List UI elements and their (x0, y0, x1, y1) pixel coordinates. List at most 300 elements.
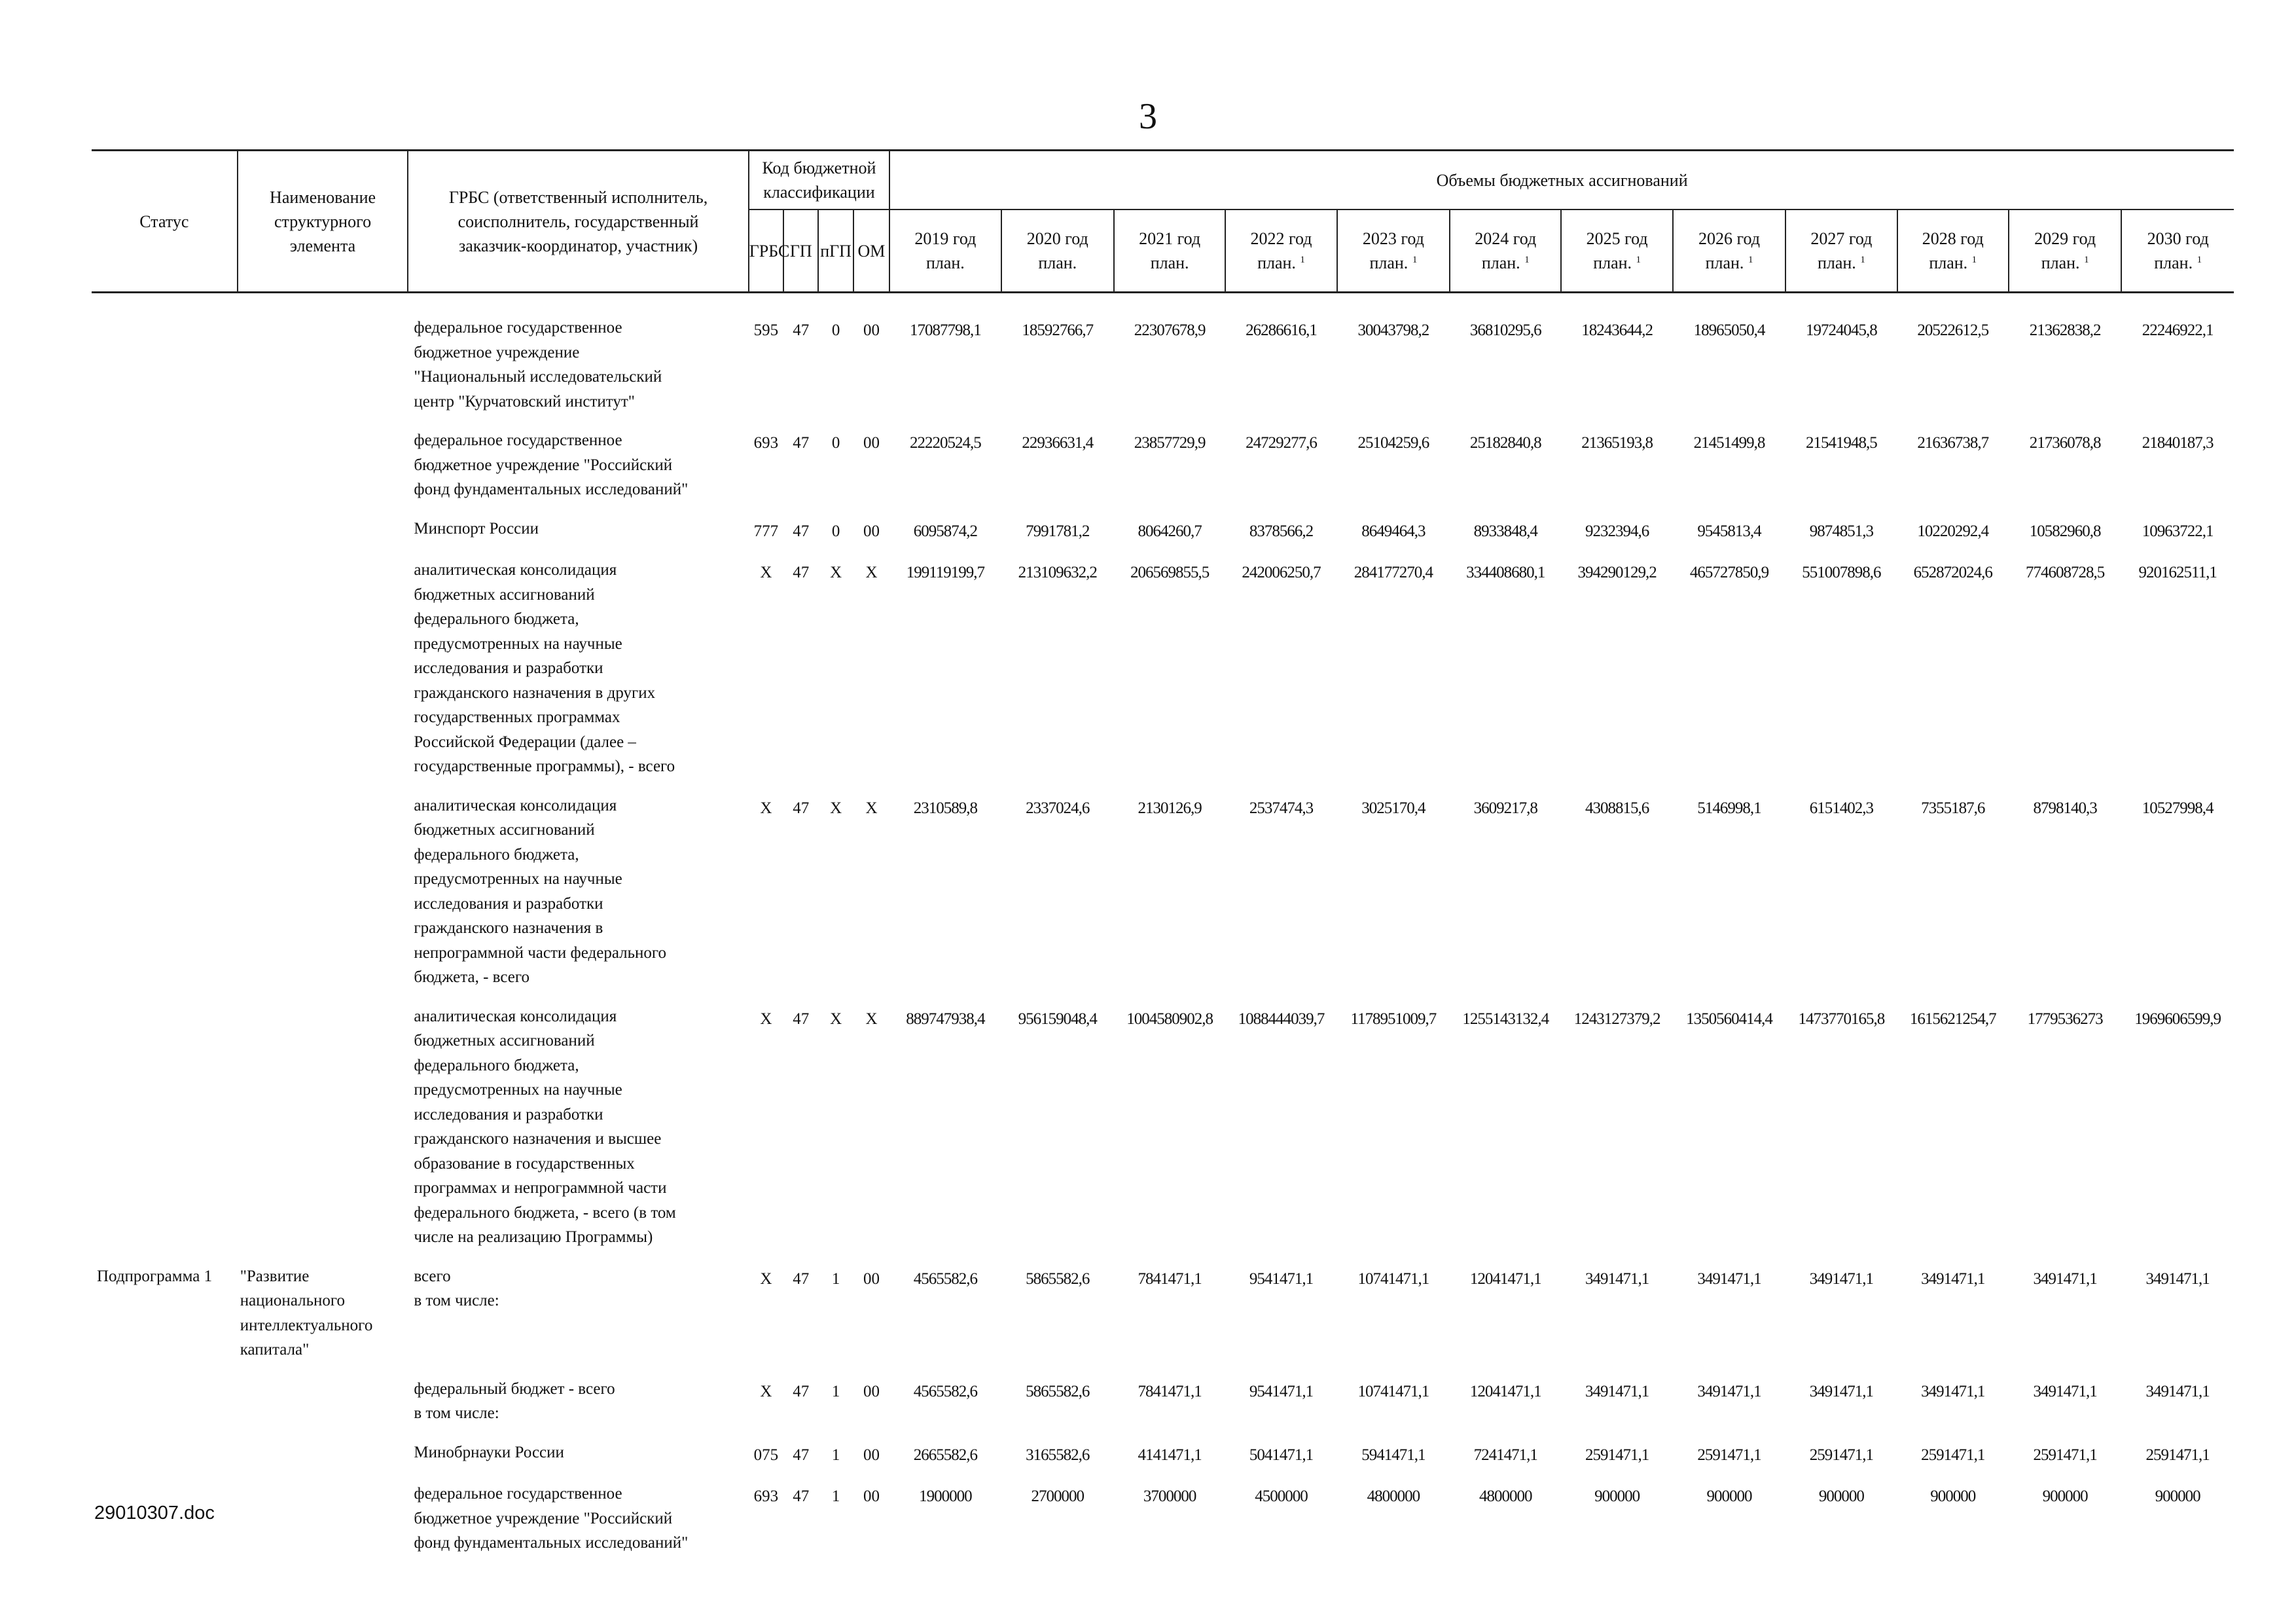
header-plan-text: план. (1705, 253, 1744, 272)
header-structural-element-line: Наименование (270, 187, 376, 207)
grbs-line: числе на реализацию Программы) (414, 1228, 653, 1246)
allocation-value-cell: 10582960,8 (2029, 522, 2101, 540)
header-structural-element-line: элемента (289, 236, 356, 255)
grbs-line: бюджетное учреждение (414, 343, 580, 361)
allocation-value-cell: 1243127379,2 (1573, 1010, 1660, 1028)
header-year-label: 2030 год (2147, 229, 2209, 248)
header-year-col (1561, 210, 1672, 293)
allocation-value-cell: 2337024,6 (1026, 799, 1090, 817)
budget-code-cell: 47 (793, 1010, 810, 1028)
header-plan-text: план. (1038, 253, 1077, 272)
allocation-value-cell: 1969606599,9 (2134, 1010, 2221, 1028)
allocation-value-cell: 3700000 (1143, 1487, 1196, 1505)
allocation-value-cell: 24729277,6 (1246, 434, 1317, 452)
allocation-value-cell: 9232394,6 (1585, 522, 1649, 540)
grbs-line: бюджетных ассигнований (414, 585, 595, 604)
status-cell (92, 293, 238, 426)
grbs-line: "Национальный исследовательский (414, 368, 662, 386)
header-plan-label (890, 251, 1000, 275)
budget-code-cell: 1 (831, 1269, 840, 1288)
allocation-value-cell: 3609217,8 (1473, 799, 1537, 817)
allocation-value-cell: 2591471,1 (1585, 1446, 1649, 1464)
header-year-label: 2022 год (1250, 229, 1312, 248)
footnote-marker: 1 (2084, 255, 2089, 265)
allocation-value-cell: 900000 (1818, 1487, 1864, 1505)
grbs-line: Минспорт России (414, 519, 539, 538)
budget-code-cell: 00 (863, 434, 880, 452)
budget-code-cell: 1 (831, 1487, 840, 1505)
allocation-value-cell: 9541471,1 (1249, 1382, 1314, 1400)
allocation-value-cell: 465727850,9 (1689, 564, 1769, 581)
allocation-value-cell: 206569855,5 (1130, 564, 1210, 581)
budget-code-cell: 595 (753, 321, 779, 339)
allocation-value-cell: 652872024,6 (1913, 564, 1992, 581)
allocation-value-cell: 4565582,6 (913, 1382, 977, 1400)
allocation-value-cell: 3491471,1 (1921, 1269, 1985, 1288)
grbs-line: федеральное государственное (414, 1485, 622, 1503)
structural-element-cell (238, 1438, 408, 1480)
allocation-value-cell: 3491471,1 (1809, 1382, 1874, 1400)
grbs-line: бюджетных ассигнований (414, 821, 595, 839)
header-budget-code-line: классификации (763, 183, 875, 202)
allocation-value-cell: 3491471,1 (1697, 1269, 1761, 1288)
header-status: Статус (92, 151, 238, 293)
allocation-value-cell: 3491471,1 (1585, 1382, 1649, 1400)
budget-code-cell: 0 (831, 522, 840, 540)
header-year-col (1337, 210, 1450, 293)
header-plan-label (2122, 251, 2234, 275)
allocation-value-cell: 22220524,5 (910, 434, 981, 452)
allocation-value-cell: 9874851,3 (1809, 522, 1874, 540)
budget-code-cell: 0 (831, 434, 840, 452)
grbs-line: фонд фундаментальных исследований" (414, 481, 689, 498)
allocation-value-cell: 8933848,4 (1473, 522, 1537, 540)
allocation-value-cell: 3491471,1 (1921, 1382, 1985, 1400)
budget-code-cell: X (760, 1382, 772, 1400)
grbs-line: федерального бюджета, (414, 610, 579, 628)
allocation-value-cell: 25104259,6 (1357, 434, 1429, 452)
header-code-col: ГРБС (749, 210, 783, 293)
budget-code-cell: 1 (831, 1382, 840, 1400)
allocation-value-cell: 8798140,3 (2033, 799, 2097, 817)
header-volumes: Объемы бюджетных ассигнований (889, 151, 2234, 210)
header-plan-label (1338, 251, 1449, 275)
allocation-value-cell: 19724045,8 (1806, 321, 1877, 339)
grbs-line: гражданского назначения в (414, 919, 603, 937)
header-year-label: 2021 год (1139, 229, 1201, 248)
grbs-line: федерального бюджета, - всего (в том (414, 1203, 676, 1222)
allocation-value-cell: 4800000 (1367, 1487, 1420, 1505)
footnote-marker: 1 (1971, 255, 1977, 265)
header-plan-text: план. (1593, 253, 1632, 272)
budget-code-cell: 47 (793, 434, 810, 452)
structural-element-cell (238, 1002, 408, 1262)
allocation-value-cell: 21636738,7 (1917, 434, 1989, 452)
allocation-value-cell: 21541948,5 (1806, 434, 1877, 452)
allocation-value-cell: 2665582,6 (913, 1446, 977, 1464)
status-cell (92, 426, 238, 514)
allocation-value-cell: 18965050,4 (1693, 321, 1765, 339)
status-cell (92, 514, 238, 556)
allocation-value-cell: 2591471,1 (1809, 1446, 1874, 1464)
budget-code-cell: 693 (753, 1487, 779, 1505)
allocation-value-cell: 18592766,7 (1022, 321, 1094, 339)
allocation-value-cell: 3025170,4 (1361, 799, 1426, 817)
header-grbs (408, 151, 748, 293)
allocation-value-cell: 213109632,2 (1018, 564, 1097, 581)
header-year-label: 2028 год (1922, 229, 1984, 248)
status-cell: Подпрограмма 1 (97, 1267, 213, 1285)
header-plan-text: план. (1817, 253, 1856, 272)
header-grbs-line: заказчик-координатор, участник) (458, 236, 698, 255)
header-year-label: 2029 год (2034, 229, 2096, 248)
allocation-value-cell: 242006250,7 (1242, 564, 1321, 581)
allocation-value-cell: 3491471,1 (2145, 1382, 2210, 1400)
allocation-value-cell: 36810295,6 (1469, 321, 1541, 339)
footnote-marker: 1 (1636, 255, 1641, 265)
budget-code-cell: 693 (753, 434, 779, 452)
header-year-col (1897, 210, 2009, 293)
allocation-value-cell: 900000 (2155, 1487, 2200, 1505)
grbs-line: федеральный бюджет - всего (414, 1379, 615, 1398)
grbs-line: бюджета, - всего (414, 968, 529, 986)
table-row (92, 426, 2234, 514)
structural-element-line: интеллектуального (240, 1316, 373, 1334)
structural-element-cell (238, 555, 408, 791)
budget-code-cell: 47 (793, 1269, 810, 1288)
footnote-marker: 1 (1524, 255, 1530, 265)
allocation-value-cell: 4141471,1 (1138, 1446, 1202, 1464)
allocation-value-cell: 17087798,1 (910, 321, 981, 339)
header-plan-text: план. (1929, 253, 1968, 272)
structural-element-line: "Развитие (240, 1267, 310, 1285)
header-plan-label (1226, 251, 1336, 275)
grbs-line: всего (414, 1267, 451, 1285)
allocation-value-cell: 900000 (1930, 1487, 1976, 1505)
table-row (92, 1479, 2234, 1567)
allocation-value-cell: 8378566,2 (1249, 522, 1314, 540)
allocation-value-cell: 12041471,1 (1469, 1269, 1541, 1288)
header-grbs-line: соисполнитель, государственный (457, 211, 699, 231)
header-plan-label (1450, 251, 1560, 275)
header-year-label: 2019 год (914, 229, 977, 248)
budget-code-cell: 00 (863, 1487, 880, 1505)
allocation-value-cell: 30043798,2 (1357, 321, 1429, 339)
table-row (92, 1374, 2234, 1438)
budget-code-cell: 00 (863, 522, 880, 540)
allocation-value-cell: 7841471,1 (1138, 1269, 1202, 1288)
grbs-line: исследования и разработки (414, 894, 603, 913)
allocation-value-cell: 2537474,3 (1249, 799, 1314, 817)
allocation-value-cell: 10963722,1 (2142, 522, 2214, 540)
budget-code-cell: 47 (793, 1446, 810, 1464)
header-plan-text: план. (1481, 253, 1520, 272)
allocation-value-cell: 10741471,1 (1357, 1382, 1429, 1400)
allocation-value-cell: 22246922,1 (2142, 321, 2214, 339)
allocation-value-cell: 4500000 (1255, 1487, 1308, 1505)
grbs-line: бюджетное учреждение "Российский (414, 1509, 673, 1527)
allocation-value-cell: 900000 (1594, 1487, 1640, 1505)
allocation-value-cell: 956159048,4 (1018, 1010, 1097, 1028)
grbs-line: фонд фундаментальных исследований" (414, 1534, 689, 1552)
header-plan-label (2009, 251, 2121, 275)
header-year-label: 2026 год (1698, 229, 1761, 248)
allocation-value-cell: 920162511,1 (2138, 564, 2217, 581)
header-year-col (1785, 210, 1897, 293)
budget-code-cell: 47 (793, 1382, 810, 1400)
header-plan-label (1674, 251, 1785, 275)
allocation-value-cell: 7355187,6 (1921, 799, 1985, 817)
grbs-line: Российской Федерации (далее – (414, 733, 636, 751)
allocation-value-cell: 7991781,2 (1026, 522, 1090, 540)
structural-element-cell (238, 514, 408, 556)
grbs-line: гражданского назначения в других (414, 684, 656, 702)
header-plan-label (1115, 251, 1225, 275)
status-cell (92, 1374, 238, 1438)
budget-code-cell: X (760, 564, 772, 581)
header-year-col (1673, 210, 1785, 293)
footnote-marker: 1 (1412, 255, 1418, 265)
status-cell (92, 1002, 238, 1262)
header-year-label: 2025 год (1586, 229, 1648, 248)
allocation-value-cell: 21736078,8 (2029, 434, 2101, 452)
status-cell (92, 1438, 238, 1480)
structural-element-cell (238, 791, 408, 1002)
grbs-line: федерального бюджета, (414, 1056, 579, 1074)
allocation-value-cell: 2700000 (1031, 1487, 1085, 1505)
allocation-value-cell: 1615621254,7 (1909, 1010, 1996, 1028)
table-row (92, 555, 2234, 791)
grbs-line: в том числе: (414, 1292, 499, 1309)
grbs-line: в том числе: (414, 1404, 499, 1422)
allocation-value-cell: 3491471,1 (1697, 1382, 1761, 1400)
header-year-label: 2023 год (1362, 229, 1424, 248)
budget-code-cell: X (830, 799, 842, 817)
allocation-value-cell: 21451499,8 (1693, 434, 1765, 452)
allocation-value-cell: 2591471,1 (1921, 1446, 1985, 1464)
grbs-cell (408, 791, 748, 1002)
table-header (92, 151, 2234, 293)
budget-code-cell: 1 (831, 1446, 840, 1464)
grbs-line: непрограммной части федерального (414, 943, 667, 962)
grbs-line: аналитическая консолидация (414, 796, 617, 814)
footnote-marker: 1 (2197, 255, 2202, 265)
grbs-line: центр "Курчатовский институт" (414, 392, 635, 410)
allocation-value-cell: 26286616,1 (1246, 321, 1317, 339)
page-number: 3 (1139, 96, 1157, 137)
budget-allocations-table (92, 149, 2234, 1567)
budget-table-container (92, 149, 2234, 1567)
budget-code-cell: 47 (793, 321, 810, 339)
budget-code-cell: 075 (753, 1446, 779, 1464)
allocation-value-cell: 5865582,6 (1026, 1382, 1090, 1400)
structural-element-line: национального (240, 1292, 346, 1309)
grbs-cell (408, 1262, 748, 1374)
allocation-value-cell: 6151402,3 (1809, 799, 1874, 817)
header-code-col: ОМ (853, 210, 889, 293)
allocation-value-cell: 1088444039,7 (1238, 1010, 1325, 1028)
budget-code-cell: X (760, 799, 772, 817)
header-year-col (1450, 210, 1561, 293)
allocation-value-cell: 1350560414,4 (1686, 1010, 1772, 1028)
header-year-col (1001, 210, 1114, 293)
grbs-line: государственные программы), - всего (414, 757, 675, 775)
budget-code-cell: 47 (793, 1487, 810, 1505)
allocation-value-cell: 9545813,4 (1697, 522, 1761, 540)
grbs-cell (408, 426, 748, 514)
allocation-value-cell: 394290129,2 (1577, 564, 1657, 581)
allocation-value-cell: 3491471,1 (1585, 1269, 1649, 1288)
budget-code-cell: 777 (753, 522, 779, 540)
structural-element-cell (238, 1262, 408, 1374)
grbs-line: государственных программах (414, 708, 620, 726)
budget-code-cell: X (865, 799, 878, 817)
header-structural-element (238, 151, 408, 293)
allocation-value-cell: 4565582,6 (913, 1269, 977, 1288)
table-row (92, 514, 2234, 556)
allocation-value-cell: 199119199,7 (906, 564, 985, 581)
header-plan-label (1002, 251, 1113, 275)
header-plan-text: план. (1257, 253, 1296, 272)
allocation-value-cell: 21840187,3 (2142, 434, 2214, 452)
allocation-value-cell: 10741471,1 (1357, 1269, 1429, 1288)
structural-element-line: капитала" (240, 1341, 310, 1359)
table-row (92, 1002, 2234, 1262)
grbs-line: Минобрнауки России (414, 1443, 564, 1461)
grbs-line: исследования и разработки (414, 659, 603, 677)
allocation-value-cell: 1255143132,4 (1462, 1010, 1549, 1028)
header-plan-label (1562, 251, 1672, 275)
allocation-value-cell: 3491471,1 (1809, 1269, 1874, 1288)
allocation-value-cell: 2310589,8 (913, 799, 977, 817)
header-budget-code (749, 151, 890, 210)
file-name-footer: 29010307.doc (94, 1503, 215, 1523)
allocation-value-cell: 284177270,4 (1354, 564, 1433, 581)
allocation-value-cell: 889747938,4 (906, 1010, 985, 1028)
allocation-value-cell: 1900000 (919, 1487, 972, 1505)
header-budget-code-line: Код бюджетной (762, 158, 876, 177)
allocation-value-cell: 3491471,1 (2145, 1269, 2210, 1288)
grbs-line: аналитическая консолидация (414, 561, 617, 579)
allocation-value-cell: 25182840,8 (1469, 434, 1541, 452)
grbs-cell (408, 1479, 748, 1567)
grbs-cell (408, 293, 748, 426)
allocation-value-cell: 900000 (2042, 1487, 2088, 1505)
header-code-col: ГП (783, 210, 818, 293)
grbs-line: образование в государственных (414, 1154, 635, 1173)
allocation-value-cell: 774608728,5 (2026, 564, 2105, 581)
budget-code-cell: X (830, 1010, 842, 1028)
budget-code-cell: X (865, 1010, 878, 1028)
allocation-value-cell: 334408680,1 (1466, 564, 1545, 581)
table-body (92, 293, 2234, 1567)
footnote-marker: 1 (1300, 255, 1305, 265)
grbs-line: программах и непрограммной части (414, 1179, 667, 1197)
allocation-value-cell: 551007898,6 (1802, 564, 1881, 581)
allocation-value-cell: 10220292,4 (1917, 522, 1989, 540)
budget-code-cell: 47 (793, 799, 810, 817)
grbs-line: бюджетное учреждение "Российский (414, 456, 673, 474)
header-plan-text: план. (2041, 253, 2080, 272)
header-year-label: 2024 год (1475, 229, 1537, 248)
grbs-line: бюджетных ассигнований (414, 1032, 595, 1049)
allocation-value-cell: 2591471,1 (2033, 1446, 2097, 1464)
header-year-label: 2027 год (1810, 229, 1873, 248)
budget-code-cell: X (865, 564, 878, 581)
allocation-value-cell: 900000 (1706, 1487, 1752, 1505)
allocation-value-cell: 8064260,7 (1138, 522, 1202, 540)
allocation-value-cell: 9541471,1 (1249, 1269, 1314, 1288)
grbs-line: федерального бюджета, (414, 845, 579, 864)
grbs-cell (408, 1438, 748, 1480)
budget-code-cell: X (760, 1010, 772, 1028)
header-year-col (889, 210, 1001, 293)
allocation-value-cell: 22936631,4 (1022, 434, 1094, 452)
grbs-line: федеральное государственное (414, 319, 622, 337)
header-year-label: 2020 год (1026, 229, 1088, 248)
budget-code-cell: 00 (863, 1446, 880, 1464)
header-structural-element-line: структурного (274, 211, 372, 231)
footnote-marker: 1 (1860, 255, 1865, 265)
allocation-value-cell: 2591471,1 (2145, 1446, 2210, 1464)
budget-code-cell: X (760, 1269, 772, 1288)
allocation-value-cell: 3165582,6 (1026, 1446, 1090, 1464)
allocation-value-cell: 3491471,1 (2033, 1269, 2097, 1288)
allocation-value-cell: 5041471,1 (1249, 1446, 1314, 1464)
grbs-cell (408, 1374, 748, 1438)
budget-code-cell: 00 (863, 1269, 880, 1288)
allocation-value-cell: 1779536273 (2027, 1010, 2103, 1028)
allocation-value-cell: 5865582,6 (1026, 1269, 1090, 1288)
allocation-value-cell: 8649464,3 (1361, 522, 1426, 540)
allocation-value-cell: 3491471,1 (2033, 1382, 2097, 1400)
grbs-cell (408, 514, 748, 556)
table-row (92, 1438, 2234, 1480)
grbs-line: предусмотренных на научные (414, 634, 622, 653)
structural-element-cell (238, 1479, 408, 1567)
grbs-line: федеральное государственное (414, 431, 622, 449)
header-grbs-line: ГРБС (ответственный исполнитель, (448, 187, 708, 207)
header-plan-text: план. (1150, 253, 1189, 272)
header-plan-label (1786, 251, 1896, 275)
allocation-value-cell: 21362838,2 (2029, 321, 2101, 339)
grbs-line: гражданского назначения и высшее (414, 1130, 662, 1148)
header-year-col (1114, 210, 1225, 293)
header-plan-text: план. (1369, 253, 1408, 272)
budget-code-cell: 00 (863, 1382, 880, 1400)
status-cell (92, 791, 238, 1002)
allocation-value-cell: 10527998,4 (2142, 799, 2214, 817)
grbs-line: предусмотренных на научные (414, 1081, 622, 1099)
header-year-col (2009, 210, 2121, 293)
header-code-col: пГП (818, 210, 853, 293)
structural-element-cell (238, 293, 408, 426)
allocation-value-cell: 18243644,2 (1581, 321, 1653, 339)
table-row (92, 791, 2234, 1002)
allocation-value-cell: 12041471,1 (1469, 1382, 1541, 1400)
budget-code-cell: X (830, 564, 842, 581)
budget-code-cell: 47 (793, 522, 810, 540)
allocation-value-cell: 2591471,1 (1697, 1446, 1761, 1464)
allocation-value-cell: 1004580902,8 (1126, 1010, 1213, 1028)
budget-code-cell: 0 (831, 321, 840, 339)
table-row (92, 1262, 2234, 1374)
grbs-cell (408, 555, 748, 791)
header-plan-text: план. (2154, 253, 2193, 272)
header-year-col (1225, 210, 1336, 293)
allocation-value-cell: 1178951009,7 (1350, 1010, 1437, 1028)
allocation-value-cell: 6095874,2 (913, 522, 977, 540)
